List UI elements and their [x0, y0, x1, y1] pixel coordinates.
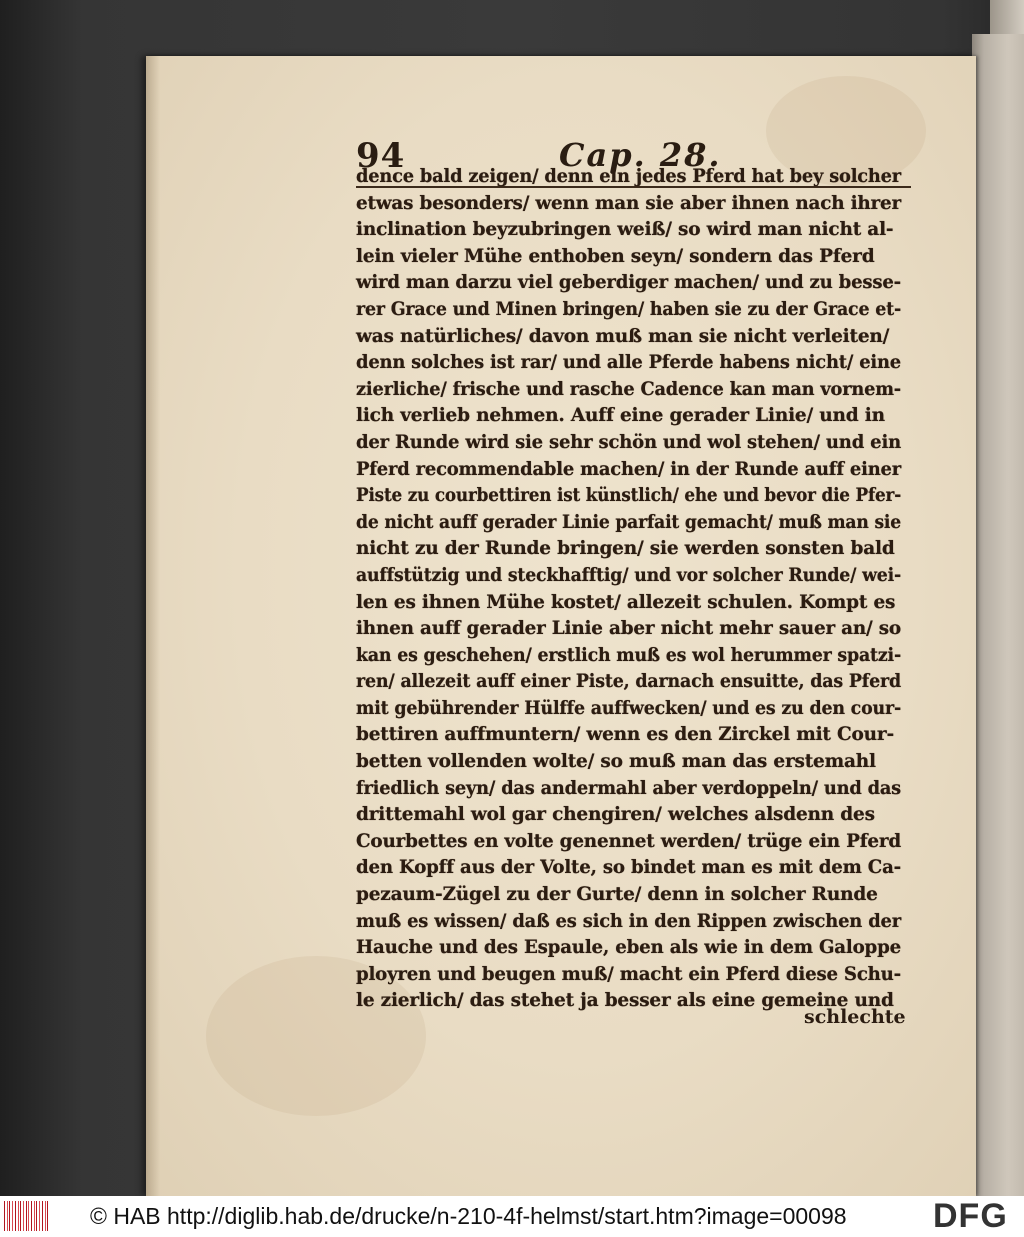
- text-line: Hauche und des Espaule, eben als wie in dem Galoppe: [356, 937, 901, 959]
- text-line: ren/ allezeit auff einer Piste, darnach ensuitte, das Pferd: [356, 671, 901, 693]
- text-line: pezaum-Zügel zu der Gurte/ denn in solcher Runde: [356, 884, 878, 906]
- text-line: der Runde wird sie sehr schön und wol stehen/ und ein: [356, 431, 901, 453]
- text-line: friedlich seyn/ das andermahl aber verdoppeln/ und das: [356, 777, 901, 799]
- text-line: lich verlieb nehmen. Auff eine gerader Linie/ und in: [356, 405, 885, 427]
- footer-bar: [0, 1196, 1024, 1237]
- text-line: nicht zu der Runde bringen/ sie werden sonsten bald: [356, 538, 895, 560]
- catchword: schlechte: [804, 1006, 906, 1028]
- text-line: drittemahl wol gar chengiren/ welches alsdenn des: [356, 804, 875, 826]
- attribution-link[interactable]: © HAB http://diglib.hab.de/drucke/n-210-4f-helmst/start.htm?image=00098: [90, 1203, 847, 1229]
- text-line: de nicht auff gerader Linie parfait gemacht/ muß man sie: [356, 511, 901, 533]
- text-line: inclination beyzubringen weiß/ so wird man nicht al-: [356, 219, 894, 241]
- text-line: wird man darzu viel geberdiger machen/ und zu besse-: [356, 272, 901, 294]
- text-line: betten vollenden wolte/ so muß man das erstemahl: [356, 751, 876, 773]
- body-text: [356, 164, 901, 1015]
- text-line: Courbettes en volte genennet werden/ trüge ein Pferd: [356, 830, 901, 852]
- chapter-title: Cap. 28.: [559, 136, 722, 174]
- text-line: lein vieler Mühe enthoben seyn/ sondern das Pferd: [356, 245, 875, 267]
- book-page: [146, 56, 976, 1196]
- text-line: was natürliches/ davon muß man sie nicht verleiten/: [356, 325, 890, 347]
- text-line: len es ihnen Mühe kostet/ allezeit schulen. Kompt es: [356, 591, 896, 613]
- text-line: zierliche/ frische und rasche Cadence kan man vornem-: [356, 378, 901, 400]
- text-line: kan es geschehen/ erstlich muß es wol herummer spatzi-: [356, 644, 901, 666]
- text-line: auffstützig und steckhafftig/ und vor solcher Runde/ wei-: [356, 564, 901, 586]
- text-line: dence bald zeigen/ denn ein jedes Pferd hat bey solcher: [356, 166, 901, 187]
- text-line: le zierlich/ das stehet ja besser als eine gemeine und: [356, 990, 894, 1012]
- text-line: ployren und beugen muß/ macht ein Pferd diese Schu-: [356, 963, 901, 985]
- text-line: ihnen auff gerader Linie aber nicht mehr sauer an/ so: [356, 618, 901, 640]
- dfg-logo: DFG: [933, 1197, 1008, 1235]
- text-line: mit gebührender Hülffe auffwecken/ und es zu den cour-: [356, 697, 901, 719]
- hab-barcode-logo-icon: [4, 1201, 48, 1231]
- text-line: den Kopff aus der Volte, so bindet man es mit dem Ca-: [356, 857, 901, 879]
- text-line: muß es wissen/ daß es sich in den Rippen zwischen der: [356, 910, 901, 932]
- text-line: rer Grace und Minen bringen/ haben sie zu der Grace et-: [356, 298, 901, 320]
- page-number: 94: [356, 136, 406, 176]
- text-line: denn solches ist rar/ und alle Pferde habens nicht/ eine: [356, 352, 901, 374]
- text-line: Piste zu courbettiren ist künstlich/ ehe und bevor die Pfer-: [356, 485, 901, 507]
- text-line: Pferd recommendable machen/ in der Runde auff einer: [356, 458, 901, 480]
- adjacent-page-edge: [972, 34, 1024, 1196]
- text-line: bettiren auffmuntern/ wenn es den Zirckel mit Cour-: [356, 724, 894, 746]
- text-line: etwas besonders/ wenn man sie aber ihnen nach ihrer: [356, 192, 901, 214]
